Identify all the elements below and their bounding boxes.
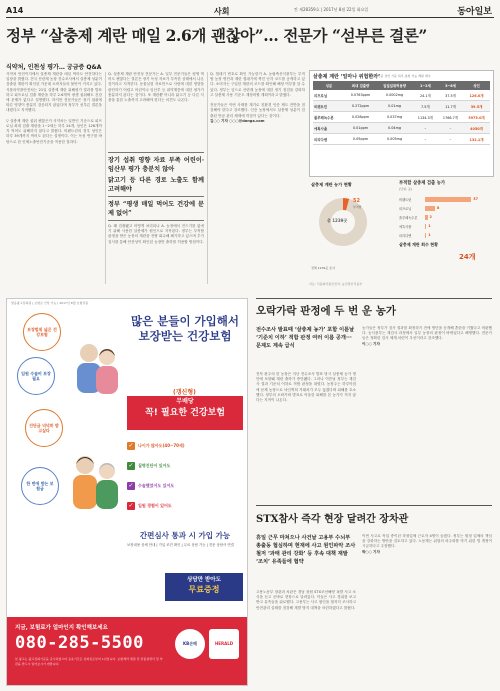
bar xyxy=(425,215,428,220)
article2-column-2 xyxy=(362,534,492,684)
ad-phone-number[interactable]: 080-285-5500 xyxy=(15,633,144,653)
ad-ribbon-small: 무배당 xyxy=(176,398,194,405)
ad-ribbon xyxy=(127,396,243,430)
column-text: Q. 왜 검출됐고 어떻게 처리되나 A. 농장에서 진드기를 없애기 위해 사용한 살충제가 원인으로 지목된다. 정부는 부적합 판정을 받은 농장의 계란을 전량 회수해 폐기하고 있으며 추가 검사를 통해 안전성이 확인된 농장만 출하를 허용할 방침이다. xyxy=(108,224,204,244)
table-row xyxy=(313,101,490,112)
ad-tagline: (갱신형) xyxy=(173,389,196,396)
risk-table xyxy=(313,81,490,145)
table-cell: 0.04mg xyxy=(376,123,413,134)
bar-value: 1 xyxy=(428,233,431,237)
article1-headline: 오락가락 판정에 두 번 운 농가 xyxy=(256,305,396,317)
bars-title: 부적합 살충제 검출 농가 xyxy=(399,181,445,186)
table-cell: – xyxy=(413,123,438,134)
table-cell: 0.272ppm xyxy=(345,101,377,112)
table-cell: 0.037mg xyxy=(376,112,413,123)
reporter-credit: 김○○ 기자 ○○○@donga.com xyxy=(210,118,265,123)
bar xyxy=(425,206,435,211)
bar xyxy=(425,233,426,238)
bar-value: 1 xyxy=(428,224,431,228)
bar-label: 에톡사졸 xyxy=(399,225,412,229)
table-header: 성인 xyxy=(463,81,490,90)
table-cell: 5975.0개 xyxy=(463,112,490,123)
check-icon: ✓ xyxy=(128,482,134,489)
table-title: 살충제 계란 ‘얼마나 위험한가’ xyxy=(313,74,380,80)
bar-label: 비펜트린 xyxy=(399,198,412,202)
table-cell: 24.1개 xyxy=(413,90,438,101)
ad-bubble: 입원 수술비 보장 필요 xyxy=(17,357,55,395)
reporter-credit: 이○○ 기자 xyxy=(362,341,380,346)
header-rule xyxy=(6,17,494,18)
table-cell: 1134.3개 xyxy=(413,112,438,123)
table-cell: 132.1개 xyxy=(463,134,490,145)
table-cell: 7.5개 xyxy=(413,101,438,112)
check-text: 질병진단이 있어도 xyxy=(138,463,171,468)
ad-fine-print: 본 광고는 광고심의기준을 준수하였으며 유효기간은 심의일로부터 1년입니다. 보험계약 체결 전 상품설명서 및 약관을 반드시 읽어보시기 바랍니다. xyxy=(15,657,163,666)
table-cell: – xyxy=(438,134,463,145)
bar-row xyxy=(399,214,492,222)
ad-contact-band xyxy=(7,617,247,685)
table-cell: 37.5개 xyxy=(438,90,463,101)
article-text: 농가들은 정부가 검사 결과를 확정하기 전에 명단을 공개해 혼란을 키웠다고 비판했다. 농식품부는 재검사 과정에서 일부 농장의 판정이 바뀌었다고 해명했다. 전문가들은 정확한 검사 체계 마련이 우선이라고 강조했다. xyxy=(362,326,492,341)
check-icon: ✓ xyxy=(128,462,134,469)
table-row xyxy=(313,90,490,101)
family-photo-icon xyxy=(67,449,125,513)
ad-bubble: 진단금 넉넉히 받고싶다 xyxy=(25,409,63,447)
table-row xyxy=(313,112,490,123)
pullquote: 닭고기 등 다른 경로 노출도 함께 고려해야 xyxy=(108,177,204,193)
table-cell: 0.0002mg xyxy=(376,90,413,101)
bar-value: 8 xyxy=(437,206,440,210)
ad-ribbon-large: 꼭! 필요한 건강보험 xyxy=(145,408,225,418)
check-text: 입원 경험이 있어도 xyxy=(138,503,172,508)
agency-logo: HERALD xyxy=(209,629,239,659)
column-divider xyxy=(207,72,208,284)
table-header: 성분 xyxy=(313,81,345,90)
table-cell: 0.01ppm xyxy=(345,123,377,134)
ad-disclaimer: 방송광고심의필 | 보험료 인상 가능 | 2017년 8월 보험상품 xyxy=(11,301,89,305)
article-text: 고용노동부 장관과 차관은 경남 창원 STX조선해양 폭발 사고 소식을 듣고 곧바로 현장으로 달려갔다. 이들은 사고 경위를 보고받고 유족들을 위로했다. 고용부는 사고 원인을 철저히 조사하고 안전관리 실태를 점검해 재발 방지 대책을 마련하겠다고 밝혔다. xyxy=(256,590,356,610)
pullquote: 정부 “평생 매일 먹어도 건강에 문제 없어” xyxy=(108,201,204,217)
bar-chart xyxy=(399,180,492,270)
article2-headline: STX참사 즉각 현장 달려간 장차관 xyxy=(256,514,409,525)
check-text: 수술했었어도 있어도 xyxy=(138,483,175,488)
section-name: 사회 xyxy=(214,7,230,16)
bar-value: 2 xyxy=(429,215,432,219)
data-table-graphic xyxy=(309,70,494,177)
donut-value-unfit: 52 xyxy=(353,198,360,204)
table-cell: 1766.7개 xyxy=(438,112,463,123)
bars-footer-value: 24개 xyxy=(459,253,476,261)
pullquote-rule xyxy=(108,196,204,197)
table-cell: 0.028ppm xyxy=(345,112,377,123)
article2-deck: 휴일 근무 마쳐으나 사건날 고용부 수뇌부 총출동 협심하며 현재에 사고 원인파악 조사 철저 ‘과태 관리 강화’ 등 후속 대책 재발 ‘조치’ 유족들에 협약 xyxy=(256,535,356,565)
story-deck: 식약처, 인천성 평가… 궁금증 Q&A xyxy=(6,64,102,71)
article1-column-2 xyxy=(362,326,492,500)
column-text: Q. 껍데기 번호로 확인 가능한가 A. 농림축산식품부는 부적합 농장 명단과 계란 껍데기에 찍힌 난각 코드를 공개하고 있다. 소비자는 구입한 계란의 코드를 확인해 해당 여부를 알 수 있다. 정부는 앞으로 산란계 농장에 대한 정기 점검을 강화하고 살충제 사용 기준도 재정비할 계획이라고 밝혔다. xyxy=(210,72,305,97)
table-cell: 11.7개 xyxy=(438,101,463,112)
table-subtitle: 검출량 기준 성인 기준 하루 섭취 가능 계란 개수 xyxy=(368,74,431,78)
table-cell: 비펜트린 xyxy=(313,101,345,112)
ad-bubble: 보장범위 넓은 건강보험 xyxy=(23,313,61,351)
article-text: 이번 사고로 작업 중이던 하청업체 근로자 4명이 숨졌다. 정부는 원청 업체의 책임을 강화하는 방안을 검토하고 있다. 노동계는 위험의 외주화를 막기 위한 법 개정이 시급하다고 주장했다. xyxy=(362,534,492,549)
table-cell: – xyxy=(438,123,463,134)
pullquote: 장기 섭취 영향 자료 부족 어린이·임산부 평가 충분치 않아 xyxy=(108,157,204,173)
article-rule xyxy=(256,505,492,506)
column-text: ▽ 살충제 계란 섭취 괜찮은가 식약처는 일반인 기준으로 피프로닐 최대 검출 계란을 1~2세는 하루 24개, 성인은 126개까지 먹어도 위해하지 않다고 밝혔다. 비펜트린의 경우 성인은 하루 39개까지 먹어도 된다는 설명이다. 이는 독성 연구를 바탕으로 한 인체노출안전기준을 적용한 결과다. xyxy=(6,118,102,144)
graphic-source: 자료: 식품의약품안전처, 농림축산식품부 xyxy=(309,282,363,286)
couple-photo-icon xyxy=(69,337,125,397)
check-icon: ✓ xyxy=(128,442,134,449)
table-cell: 126.0개 xyxy=(463,90,490,101)
donut-chart xyxy=(309,182,395,270)
bar xyxy=(425,197,471,202)
story-column-1 xyxy=(6,72,102,284)
ad-free-line: 상담만 받아도 xyxy=(187,577,221,583)
table-cell: 0.005mg xyxy=(376,134,413,145)
insurer-logo: KB손해 xyxy=(175,629,205,659)
date-line: 칸 제28359호 | 2017년 8월 22일 화요일 xyxy=(294,7,369,12)
ad-check-item xyxy=(127,439,243,453)
table-header: 최대 검출량 xyxy=(345,81,377,90)
table-cell: 피프로닐 xyxy=(313,90,345,101)
ad-bubble: 한 번에 받는 보험금 xyxy=(21,467,59,505)
table-cell: – xyxy=(413,134,438,145)
bar-label: 플루페녹수론 xyxy=(399,216,418,220)
bar-value: 37 xyxy=(473,197,478,201)
column-text: Q. 살충제 계란 안전성 전문가는 A. 일부 전문가들은 평생 먹어도 괜찮다는 결론은 장기 독성 자료가 부족한 상태에서 나온 것이라고 지적한다. 동물실험 자료만으로 사람에 대한 영향을 판단하기 어렵고 어린이나 임산부 등 취약계층에 대한 평가가 충분하지 않다는 것이다. 또 계란뿐 아니라 닭고기 등 다른 식품을 통한 노출까지 고려해야 한다는 의견도 나온다. xyxy=(108,72,204,103)
insurance-ad[interactable] xyxy=(6,298,248,686)
column-divider xyxy=(105,72,106,284)
table-header: 일일섭취허용량 xyxy=(376,81,413,90)
bar-row xyxy=(399,223,492,231)
bar-row xyxy=(399,205,492,213)
column-text: 전문가들은 이번 사태를 계기로 친환경 인증 제도 전반을 점검해야 한다고 강조했다. 인증 농장에서도 살충제 성분이 검출된 만큼 관리 체계에 허점이 있다는 것이다. xyxy=(210,103,305,118)
bar-row xyxy=(399,232,492,240)
page-number: A14 xyxy=(6,6,24,15)
bars-footer-title: 살충제 계란 회수 현황 xyxy=(399,242,438,247)
table-cell: 피리다벤 xyxy=(313,134,345,145)
table-header: 3~6세 xyxy=(438,81,463,90)
article2-column-1 xyxy=(256,590,356,684)
article1-deck: 전수조사 발표때 ‘살충제 농가’ 포함 이튿날 ‘기준치 이하’ 적합 판정 여러 이름 공개··· 문제도 계속 급식 xyxy=(256,327,355,349)
article-text: 전북 완주의 한 농장은 지난 전수조사 발표 당시 살충제 농가 명단에 포함돼 계란 출하가 중단됐다. 그러나 이튿날 정부는 재검사 결과 기준치 이하로 적합 판정을 내렸다. 농장주는 하루아침에 문제 농장으로 낙인찍혀 거래처가 모두 끊겼다며 피해를 호소했다. 정부의 오락가락 발표로 억울한 피해를 본 농가가 적지 않다는 지적이 나온다. xyxy=(256,372,356,403)
table-cell: 0.09ppm xyxy=(345,134,377,145)
donut-label-unfit: 부적합 xyxy=(353,205,362,209)
ad-callout: 간편심사 통과 시 가입 가능 xyxy=(139,531,231,540)
main-headline: 정부 “살충제 계란 매일 2.6개 괜찮아”… 전문가 “섣부른 결론” xyxy=(6,26,427,45)
column-text: 식약처 안전이지에서 살충제 계란을 매일 먹어도 안전하다는 입장을 밝혔다. 전국 산란계 농장 전수조사에서 살충제 성분이 검출된 계란이 확인된 가운데 소비자들의 불안이 커지고 있다. 식품의약품안전처는 21일 살충제 계란 위해평가 결과를 발표하고 피프로닐 검출 계란을 하루 2.6개씩 평생 섭취해도 건강에 문제가 없다고 설명했다. 하지만 전문가들은 장기 섭취에 따른 영향이 충분히 검증되지 않았다며 정부가 섣부른 결론을 내렸다고 지적했다. xyxy=(6,72,102,113)
table-cell: 0.01mg xyxy=(376,101,413,112)
check-icon: ✓ xyxy=(128,502,134,509)
check-text: 나이가 많아도(40~70세) xyxy=(138,443,185,448)
table-row xyxy=(313,123,490,134)
pullquote-rule xyxy=(108,220,204,221)
bar xyxy=(425,224,426,229)
table-cell: 4050개 xyxy=(463,123,490,134)
ad-check-item xyxy=(127,499,243,513)
pullquote-rule xyxy=(108,152,204,153)
article-rule xyxy=(256,298,492,299)
table-header: 1~2세 xyxy=(413,81,438,90)
story-column-3 xyxy=(210,72,305,284)
ad-free-gift[interactable] xyxy=(165,573,243,601)
story-column-2 xyxy=(108,72,204,284)
bars-unit: (단위: 곳) xyxy=(399,187,412,191)
bar-row xyxy=(399,196,492,204)
table-row xyxy=(313,134,490,145)
ad-steps: 보장내용 상세 안내 | 가입 조건 확인 | 무료 상담 가능 | 전문 상담사 연결 xyxy=(127,543,234,547)
reporter-credit: 박○○ 기자 xyxy=(362,549,380,554)
table-cell: 에톡사졸 xyxy=(313,123,345,134)
table-cell: 39.5개 xyxy=(463,101,490,112)
article1-column-1 xyxy=(256,372,356,500)
table-cell: 0.0763ppm xyxy=(345,90,377,101)
ad-check-item xyxy=(127,479,243,493)
newspaper-logo: 동아일보 xyxy=(457,7,492,17)
ad-headline: 많은 분들이 가입해서 보장받는 건강보험 xyxy=(131,314,239,343)
donut-title: 살충제 계란 농가 현황 xyxy=(311,182,352,187)
ad-free-big: 무료증정 xyxy=(188,585,220,594)
ad-check-item xyxy=(127,459,243,473)
bar-label: 피프로닐 xyxy=(399,207,412,211)
bar-label: 피리다벤 xyxy=(399,234,412,238)
donut-center-label: 총 1239곳 xyxy=(327,218,348,223)
table-cell: 플루페녹수론 xyxy=(313,112,345,123)
donut-note: 전체 1239곳 조사 xyxy=(311,266,336,270)
ad-cta-text: 지금, 보험료가 얼마인지 확인해보세요 xyxy=(15,625,108,631)
